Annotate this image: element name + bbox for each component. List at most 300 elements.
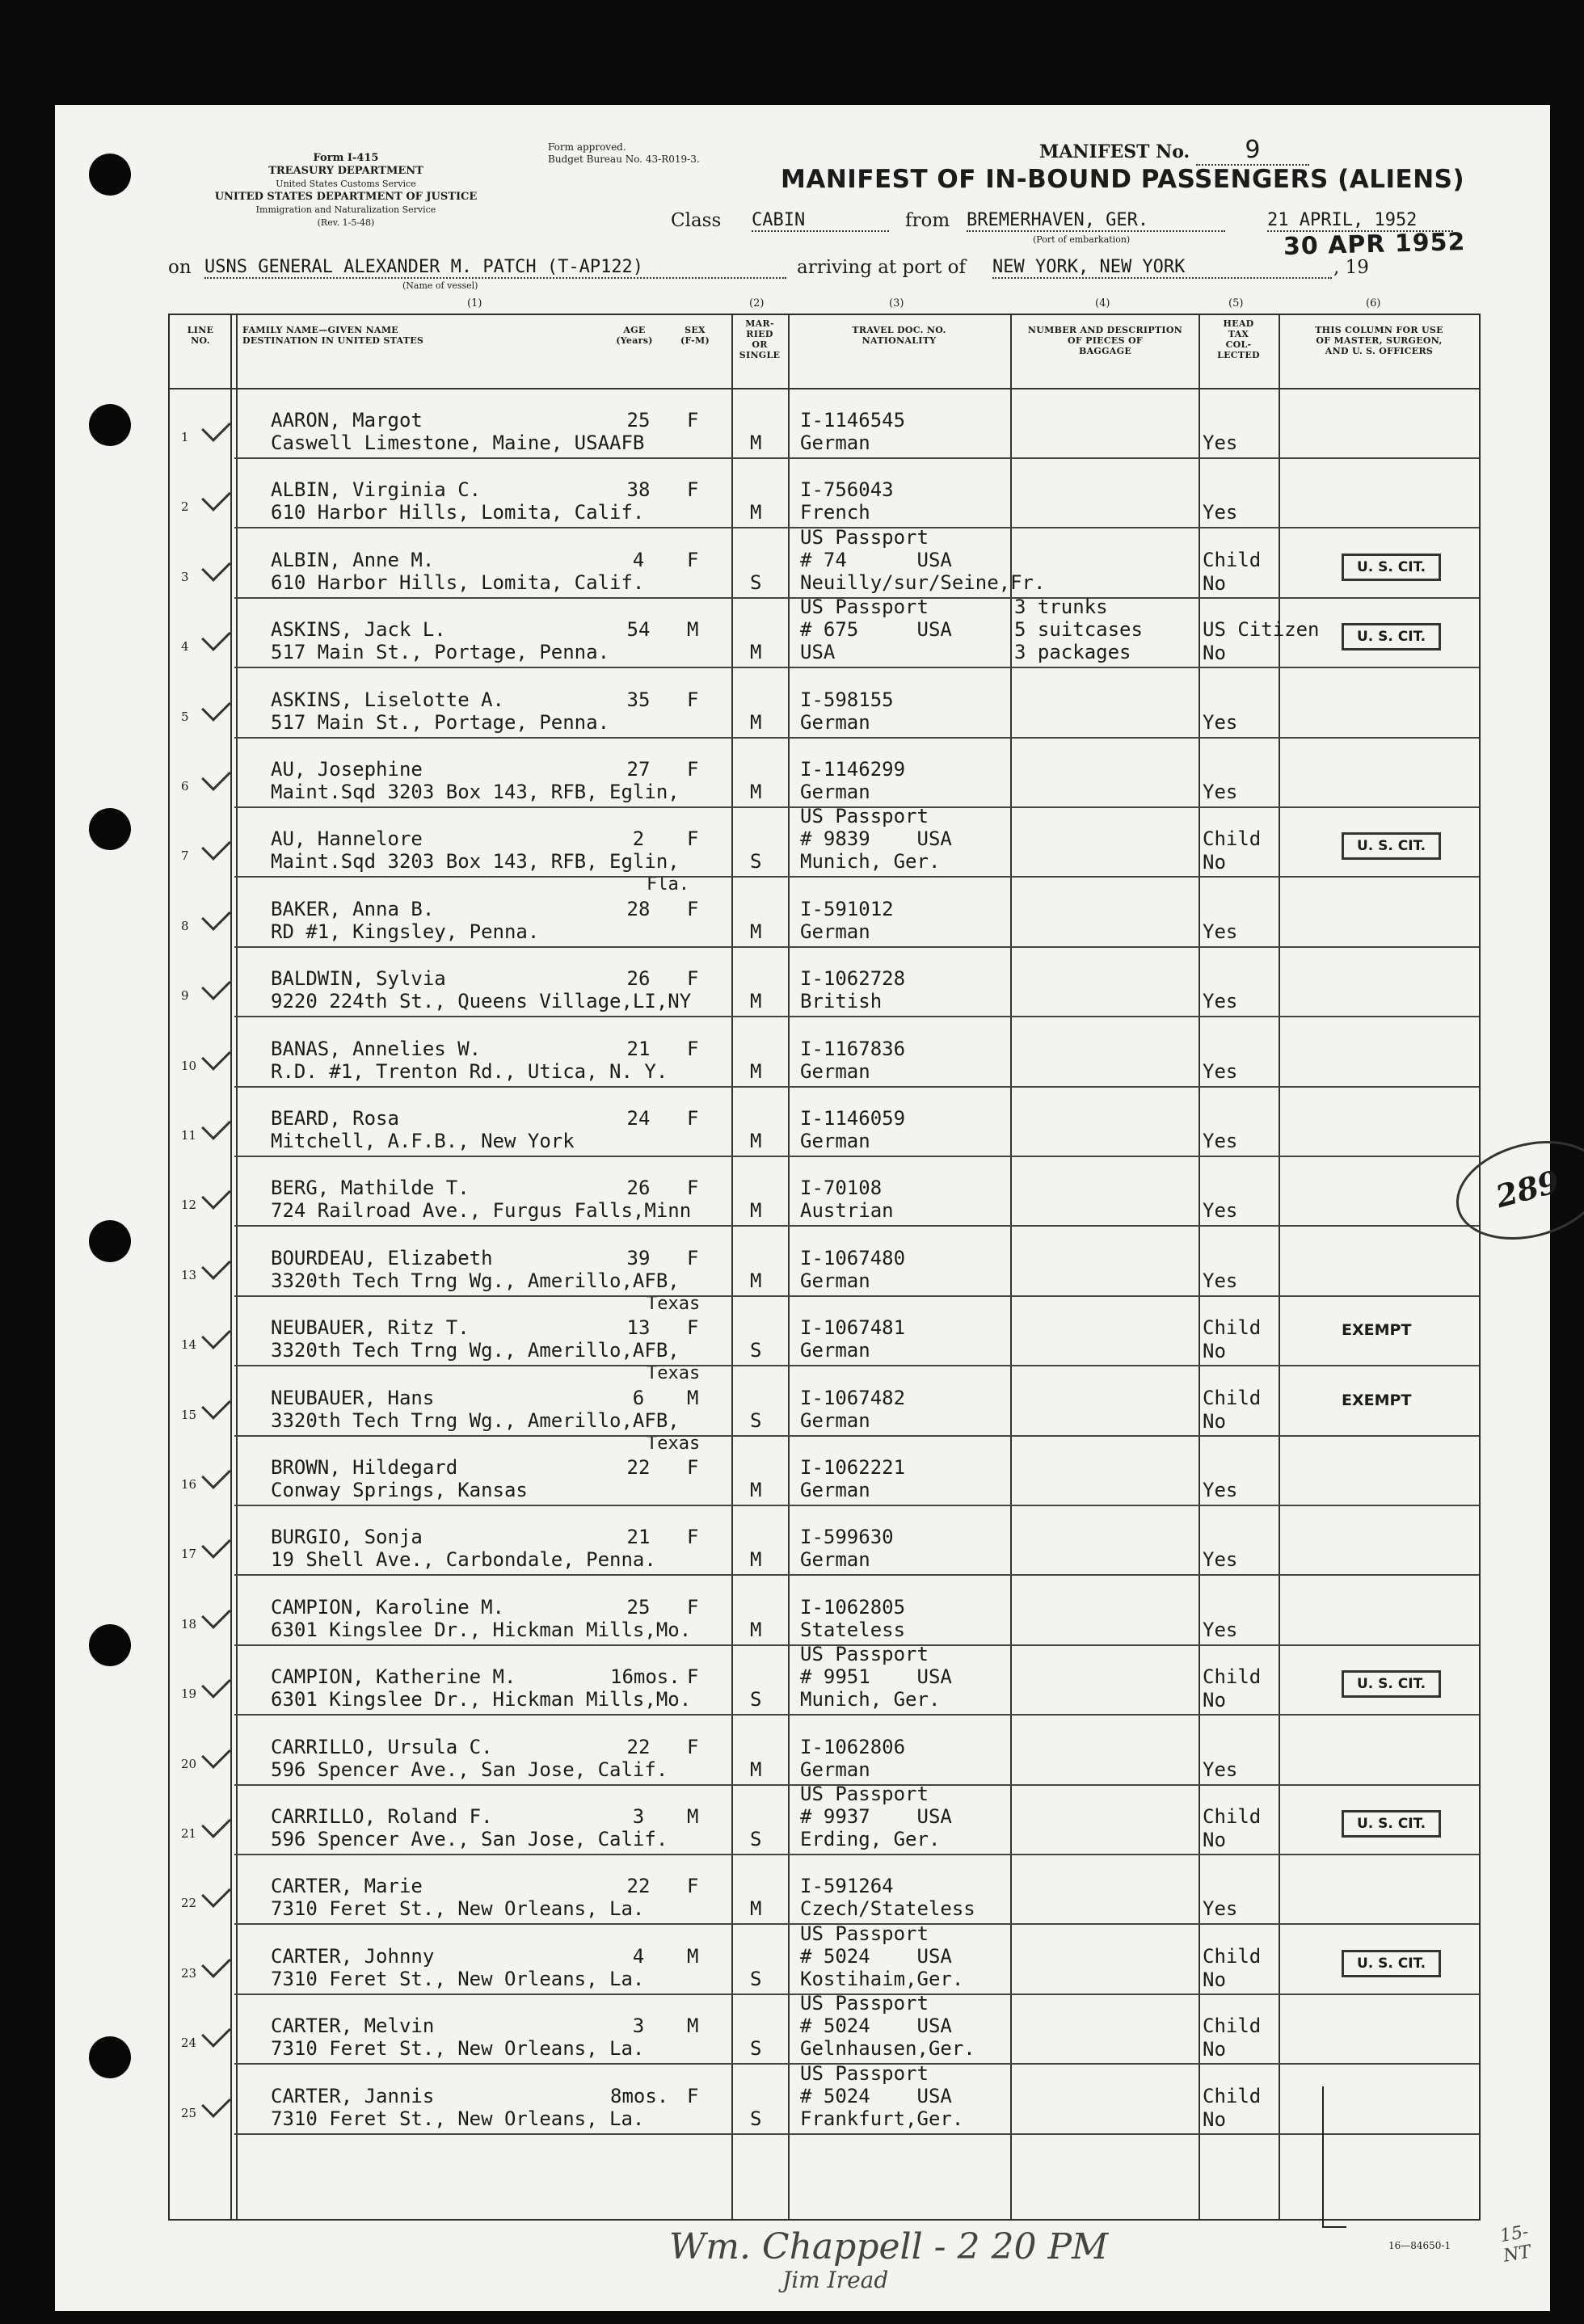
head-tax: Yes (1203, 501, 1238, 524)
column-number: (1) (467, 297, 482, 309)
head-tax: Yes (1203, 920, 1238, 943)
marital-status: M (750, 1269, 762, 1292)
col-header-baggage: NUMBER AND DESCRIPTION OF PIECES OF BAGGAGE (1027, 325, 1183, 356)
destination-address: Maint.Sqd 3203 Box 143, RFB, Eglin, (271, 781, 680, 803)
marital-status: S (750, 1688, 762, 1711)
table-row (170, 525, 1479, 599)
passenger-age: 22 (626, 1456, 651, 1479)
check-mark (201, 1181, 231, 1210)
line-number: 7 (181, 848, 189, 864)
passenger-age: 39 (626, 1246, 651, 1269)
passenger-sex: F (687, 1526, 699, 1549)
table-row (170, 1297, 1479, 1384)
column-number: (2) (749, 297, 765, 309)
head-tax: Child No (1203, 827, 1262, 874)
marital-status: M (750, 1758, 762, 1781)
head-tax: Yes (1203, 1897, 1238, 1921)
head-tax: Child No (1203, 548, 1262, 595)
check-mark (201, 1669, 231, 1699)
head-tax: Yes (1203, 432, 1238, 454)
destination-address: 19 Shell Ave., Carbondale, Penna. (271, 1548, 656, 1572)
nationality: Stateless (800, 1618, 906, 1641)
departure-date: 21 APRIL, 1952 (1267, 210, 1453, 232)
table-row (170, 1506, 1479, 1576)
passenger-sex: F (687, 827, 699, 851)
passenger-name: BALDWIN, Sylvia (271, 967, 446, 991)
destination-address: 596 Spencer Ave., San Jose, Calif. (271, 1758, 668, 1781)
page-title: MANIFEST OF IN-BOUND PASSENGERS (ALIENS) (781, 165, 1465, 194)
table-row (170, 1922, 1479, 1995)
nationality: Neuilly/sur/Seine,Fr. (800, 570, 1046, 594)
us-citizen-stamp: U. S. CIT. (1342, 1810, 1441, 1838)
passenger-sex: F (687, 1316, 699, 1340)
line-number: 16 (181, 1477, 197, 1492)
destination-address: 6301 Kingslee Dr., Hickman Mills,Mo. (271, 1688, 692, 1711)
travel-doc-number: I-1146299 (800, 758, 906, 781)
handwritten-initials: Jim Iread (782, 2267, 889, 2293)
destination-address: Conway Springs, Kansas (271, 1479, 528, 1501)
line-number: 11 (181, 1128, 197, 1143)
destination-continuation: Texas (647, 1363, 701, 1384)
passenger-age: 22 (626, 1875, 651, 1898)
table-row (170, 1437, 1479, 1506)
head-tax: Yes (1203, 1618, 1238, 1641)
us-citizen-stamp: U. S. CIT. (1342, 1670, 1441, 1698)
passenger-name: ALBIN, Virginia C. (271, 478, 482, 502)
nationality: Frankfurt,Ger. (800, 2107, 964, 2130)
punch-hole (89, 404, 131, 446)
nationality: USA (800, 641, 836, 664)
marital-status: M (750, 1618, 762, 1641)
travel-doc-number: I-599630 (800, 1526, 894, 1549)
nationality: German (800, 1548, 870, 1572)
column-number: (6) (1366, 297, 1381, 309)
head-tax: Child No (1203, 2084, 1262, 2131)
marital-status: S (750, 1828, 762, 1850)
passenger-name: BURGIO, Sonja (271, 1526, 423, 1549)
column-number: (5) (1228, 297, 1244, 309)
table-row (170, 459, 1479, 528)
nationality: Austrian (800, 1199, 894, 1223)
table-row (170, 1643, 1479, 1716)
travel-doc-type: US Passport (800, 1992, 929, 2015)
arrival-date-stamp: 30 APR 1952 (1283, 228, 1466, 261)
nationality: Czech/Stateless (800, 1897, 975, 1921)
check-mark (201, 832, 231, 861)
department-of-justice: UNITED STATES DEPARTMENT OF JUSTICE (214, 191, 478, 203)
passenger-age: 22 (626, 1735, 651, 1758)
check-mark (201, 1530, 231, 1560)
passenger-age: 8mos. (610, 2084, 669, 2107)
destination-address: 7310 Feret St., New Orleans, La. (271, 2107, 645, 2130)
line-number: 5 (181, 709, 189, 724)
passenger-sex: M (687, 618, 699, 642)
travel-doc-number: I-591012 (800, 897, 894, 920)
passenger-age: 13 (626, 1316, 651, 1340)
handwritten-margin-note: 15-NT (1498, 2221, 1533, 2267)
check-mark (201, 2088, 231, 2118)
line-number: 19 (181, 1686, 197, 1702)
passenger-age: 26 (626, 1177, 651, 1200)
nationality: German (800, 920, 870, 943)
travel-doc-type: US Passport (800, 1783, 929, 1805)
passenger-name: BERG, Mathilde T. (271, 1177, 470, 1200)
circled-number-text: 289 (1491, 1163, 1564, 1215)
on-label: on (168, 257, 192, 278)
nationality: German (800, 1758, 870, 1781)
us-citizen-stamp: U. S. CIT. (1342, 554, 1441, 581)
passenger-sex: F (687, 967, 699, 991)
check-mark (201, 1948, 231, 1978)
travel-doc-number: # 9951 USA (800, 1665, 952, 1689)
col-header-age: AGE (Years) (616, 325, 653, 346)
check-mark (201, 1808, 231, 1838)
travel-doc-type: US Passport (800, 596, 929, 619)
head-tax: Yes (1203, 1548, 1238, 1572)
passenger-name: CAMPION, Katherine M. (271, 1665, 516, 1689)
line-number: 17 (181, 1547, 197, 1562)
passenger-sex: F (687, 688, 699, 711)
marital-status: M (750, 1897, 762, 1921)
destination-address: 3320th Tech Trng Wg., Amerillo,AFB, (271, 1339, 680, 1362)
destination-address: 3320th Tech Trng Wg., Amerillo,AFB, (271, 1408, 680, 1432)
travel-doc-number: I-1067482 (800, 1386, 906, 1409)
destination-address: Mitchell, A.F.B., New York (271, 1130, 575, 1152)
head-tax: Child No (1203, 1316, 1262, 1363)
passenger-name: NEUBAUER, Hans (271, 1386, 435, 1409)
marital-status: M (750, 641, 762, 664)
table-row (170, 2061, 1479, 2135)
destination-address: 517 Main St., Portage, Penna. (271, 710, 610, 734)
marital-status: M (750, 1199, 762, 1223)
passenger-name: CAMPION, Karoline M. (271, 1595, 504, 1619)
travel-doc-number: # 9839 USA (800, 827, 952, 851)
port-embarkation-caption: (Port of embarkation) (1033, 234, 1131, 245)
marital-status: M (750, 710, 762, 734)
passenger-age: 24 (626, 1107, 651, 1130)
check-mark (201, 1459, 231, 1489)
form-revision: (Rev. 1-5-48) (317, 217, 375, 228)
line-number: 8 (181, 918, 189, 933)
approval-line: Form approved. (548, 141, 626, 153)
marital-status: S (750, 1408, 762, 1432)
marital-status: S (750, 2107, 762, 2130)
nationality: French (800, 501, 870, 524)
passenger-sex: F (687, 1246, 699, 1269)
destination-continuation: Texas (647, 1433, 701, 1454)
col-header-head-tax: HEAD TAX COL- LECTED (1217, 318, 1260, 360)
handwritten-signature-note: Wm. Chappell - 2 20 PM (669, 2226, 1109, 2267)
destination-address: 7310 Feret St., New Orleans, La. (271, 1967, 645, 1990)
destination-address: 3320th Tech Trng Wg., Amerillo,AFB, (271, 1269, 680, 1292)
head-tax: US Citizen No (1203, 618, 1320, 665)
check-mark (201, 692, 231, 722)
head-tax: Child No (1203, 2015, 1262, 2061)
line-number: 22 (181, 1896, 197, 1911)
head-tax: Yes (1203, 1758, 1238, 1781)
destination-address: Caswell Limestone, Maine, USAAFB (271, 432, 645, 454)
check-mark (201, 552, 231, 582)
table-row (170, 1227, 1479, 1314)
passenger-sex: F (687, 409, 699, 432)
exempt-mark: EXEMPT (1342, 1391, 1412, 1409)
line-number: 6 (181, 779, 189, 794)
marital-status: S (750, 570, 762, 594)
check-mark (201, 621, 231, 651)
check-mark (201, 970, 231, 1000)
line-number: 15 (181, 1407, 197, 1422)
treasury-department: TREASURY DEPARTMENT (268, 165, 423, 177)
marital-status: M (750, 1479, 762, 1501)
table-row (170, 596, 1479, 668)
table-row (170, 805, 1479, 895)
travel-doc-type: US Passport (800, 2061, 929, 2085)
col-header-married: MAR- RIED OR SINGLE (739, 318, 781, 360)
nationality: German (800, 432, 870, 454)
table-row (170, 1783, 1479, 1855)
nationality: German (800, 1479, 870, 1501)
travel-doc-number: # 5024 USA (800, 1944, 952, 1968)
passenger-name: BROWN, Hildegard (271, 1456, 458, 1479)
destination-address: R.D. #1, Trenton Rd., Utica, N. Y. (271, 1059, 668, 1083)
head-tax: Yes (1203, 1059, 1238, 1083)
marital-status: M (750, 1548, 762, 1572)
line-number: 24 (181, 2036, 197, 2051)
line-number: 21 (181, 1826, 197, 1841)
punch-hole (89, 1220, 131, 1262)
head-tax: Yes (1203, 1269, 1238, 1292)
head-tax: Yes (1203, 1130, 1238, 1152)
nationality: Erding, Ger. (800, 1828, 941, 1850)
from-label: from (905, 210, 950, 231)
passenger-sex: F (687, 1456, 699, 1479)
us-citizen-stamp: U. S. CIT. (1342, 1950, 1441, 1977)
travel-doc-type: US Passport (800, 525, 929, 549)
travel-doc-number: # 675 USA (800, 618, 952, 642)
table-row (170, 1577, 1479, 1646)
travel-doc-number: # 9937 USA (800, 1805, 952, 1828)
passenger-sex: M (687, 1386, 699, 1409)
table-row (170, 1157, 1479, 1227)
nationality: German (800, 1269, 870, 1292)
passenger-sex: F (687, 1875, 699, 1898)
passenger-age: 25 (626, 409, 651, 432)
passenger-sex: F (687, 758, 699, 781)
head-tax: Child No (1203, 1805, 1262, 1851)
marital-status: S (750, 1967, 762, 1990)
line-number: 4 (181, 639, 189, 655)
passenger-name: CARRILLO, Roland F. (271, 1805, 493, 1828)
table-row (170, 1018, 1479, 1088)
col-header-sex: SEX (F-M) (680, 325, 710, 346)
passenger-sex: M (687, 1944, 699, 1968)
nationality: German (800, 1408, 870, 1432)
passenger-age: 3 (632, 2015, 645, 2038)
travel-doc-number: I-1062728 (800, 967, 906, 991)
manifest-page (55, 105, 1564, 2311)
head-tax: Yes (1203, 1199, 1238, 1223)
passenger-name: AU, Hannelore (271, 827, 423, 851)
table-row (170, 1716, 1479, 1786)
head-tax: Yes (1203, 781, 1238, 803)
travel-doc-number: # 5024 USA (800, 2015, 952, 2038)
marital-status: S (750, 2037, 762, 2061)
passenger-sex: F (687, 1177, 699, 1200)
table-row (170, 1088, 1479, 1157)
manifest-number (1039, 136, 1309, 166)
marital-status: S (750, 1339, 762, 1362)
travel-doc-type: US Passport (800, 805, 929, 828)
line-number: 25 (181, 2105, 197, 2120)
line-number: 13 (181, 1267, 197, 1282)
destination-address: 610 Harbor Hills, Lomita, Calif. (271, 570, 645, 594)
line-number: 9 (181, 988, 189, 1004)
destination-address: 7310 Feret St., New Orleans, La. (271, 2037, 645, 2061)
marital-status: M (750, 432, 762, 454)
table-row (170, 1992, 1479, 2065)
punch-hole (89, 2036, 131, 2078)
travel-doc-number: # 74 USA (800, 548, 952, 571)
passenger-table (168, 297, 1564, 2221)
travel-doc-number: I-591264 (800, 1875, 894, 1898)
check-mark (201, 1320, 231, 1349)
passenger-age: 6 (632, 1386, 645, 1409)
passenger-age: 25 (626, 1595, 651, 1619)
table-row (170, 739, 1479, 808)
travel-doc-number: I-1067481 (800, 1316, 906, 1340)
head-tax: Child No (1203, 1386, 1262, 1433)
head-tax: Yes (1203, 710, 1238, 734)
travel-doc-number: I-1146545 (800, 409, 906, 432)
destination-address: 7310 Feret St., New Orleans, La. (271, 1897, 645, 1921)
check-mark (201, 2018, 231, 2048)
arriving-label: arriving at port of (797, 257, 966, 278)
head-tax: Child No (1203, 1665, 1262, 1712)
ins-service: Immigration and Naturalization Service (255, 204, 436, 215)
marital-status: M (750, 1059, 762, 1083)
marital-status: M (750, 1130, 762, 1152)
table-row (170, 389, 1479, 459)
destination-address: RD #1, Kingsley, Penna. (271, 920, 540, 943)
table-row (170, 1855, 1479, 1925)
manifest-no-value: 9 (1196, 136, 1309, 166)
punch-hole (89, 1624, 131, 1666)
nationality: British (800, 990, 883, 1013)
baggage-description: 3 trunks 5 suitcases 3 packages (1014, 596, 1143, 664)
form-code: 16—84650-1 (1388, 2240, 1451, 2251)
passenger-age: 21 (626, 1037, 651, 1060)
line-number: 18 (181, 1616, 197, 1631)
check-mark (201, 412, 231, 442)
nationality: Kostihaim,Ger. (800, 1967, 964, 1990)
passenger-age: 2 (632, 827, 645, 851)
passenger-name: BOURDEAU, Elizabeth (271, 1246, 493, 1269)
line-number: 14 (181, 1337, 197, 1353)
exempt-mark: EXEMPT (1342, 1321, 1412, 1340)
passenger-name: CARTER, Melvin (271, 2015, 435, 2038)
travel-doc-number: # 5024 USA (800, 2084, 952, 2107)
check-mark (201, 1739, 231, 1769)
passenger-age: 54 (626, 618, 651, 642)
passenger-age: 16mos. (610, 1665, 680, 1689)
passenger-sex: F (687, 548, 699, 571)
manifest-no-label: MANIFEST No. (1039, 141, 1190, 162)
passenger-age: 4 (632, 1944, 645, 1968)
destination-continuation: Texas (647, 1293, 701, 1314)
check-mark (201, 761, 231, 791)
vessel-caption: (Name of vessel) (402, 280, 478, 291)
destination-address: 9220 224th St., Queens Village,LI,NY (271, 990, 692, 1013)
check-mark (201, 901, 231, 931)
nationality: German (800, 710, 870, 734)
line-number: 23 (181, 1965, 197, 1981)
destination-continuation: Fla. (647, 874, 689, 895)
table-row (170, 948, 1479, 1017)
passenger-age: 26 (626, 967, 651, 991)
table-row (170, 669, 1479, 739)
destination-address: 6301 Kingslee Dr., Hickman Mills,Mo. (271, 1618, 692, 1641)
head-tax: Yes (1203, 1479, 1238, 1501)
passenger-name: BANAS, Annelies W. (271, 1037, 482, 1060)
nationality: German (800, 1339, 870, 1362)
line-number: 12 (181, 1198, 197, 1213)
year-suffix: , 19 (1333, 257, 1369, 278)
passenger-age: 21 (626, 1526, 651, 1549)
passenger-age: 27 (626, 758, 651, 781)
line-number: 2 (181, 499, 189, 515)
passenger-name: BEARD, Rosa (271, 1107, 399, 1130)
class-label: Class (671, 210, 722, 231)
travel-doc-number: I-1062805 (800, 1595, 906, 1619)
passenger-age: 38 (626, 478, 651, 502)
table-row (170, 1367, 1479, 1454)
travel-doc-number: I-1146059 (800, 1107, 906, 1130)
check-mark (201, 1390, 231, 1420)
nationality: Gelnhausen,Ger. (800, 2037, 975, 2061)
passenger-sex: F (687, 1735, 699, 1758)
destination-address: Maint.Sqd 3203 Box 143, RFB, Eglin, (271, 850, 680, 874)
marital-status: M (750, 501, 762, 524)
passenger-name: NEUBAUER, Ritz T. (271, 1316, 470, 1340)
column-number: (3) (889, 297, 904, 309)
passenger-name: ALBIN, Anne M. (271, 548, 435, 571)
check-mark (201, 482, 231, 512)
travel-doc-number: I-756043 (800, 478, 894, 502)
marital-status: S (750, 850, 762, 874)
destination-address: 610 Harbor Hills, Lomita, Calif. (271, 501, 645, 524)
nationality: German (800, 781, 870, 803)
marital-status: M (750, 990, 762, 1013)
marital-status: M (750, 920, 762, 943)
budget-bureau-line: Budget Bureau No. 43-R019-3. (548, 154, 700, 165)
passenger-sex: F (687, 1665, 699, 1689)
travel-doc-number: I-598155 (800, 688, 894, 711)
passenger-sex: M (687, 2015, 699, 2038)
passenger-name: BAKER, Anna B. (271, 897, 435, 920)
passenger-sex: F (687, 2084, 699, 2107)
marital-status: M (750, 781, 762, 803)
col-header-officers: THIS COLUMN FOR USE OF MASTER, SURGEON, AND U. S. OFFICERS (1315, 325, 1443, 356)
port-of-arrival: NEW YORK, NEW YORK (992, 257, 1332, 279)
line-number: 20 (181, 1756, 197, 1771)
us-citizen-stamp: U. S. CIT. (1342, 832, 1441, 860)
passenger-sex: F (687, 1595, 699, 1619)
travel-doc-type: US Passport (800, 1643, 929, 1666)
column-number: (4) (1095, 297, 1110, 309)
destination-address: 517 Main St., Portage, Penna. (271, 641, 610, 664)
form-identification (176, 152, 516, 229)
passenger-age: 28 (626, 897, 651, 920)
